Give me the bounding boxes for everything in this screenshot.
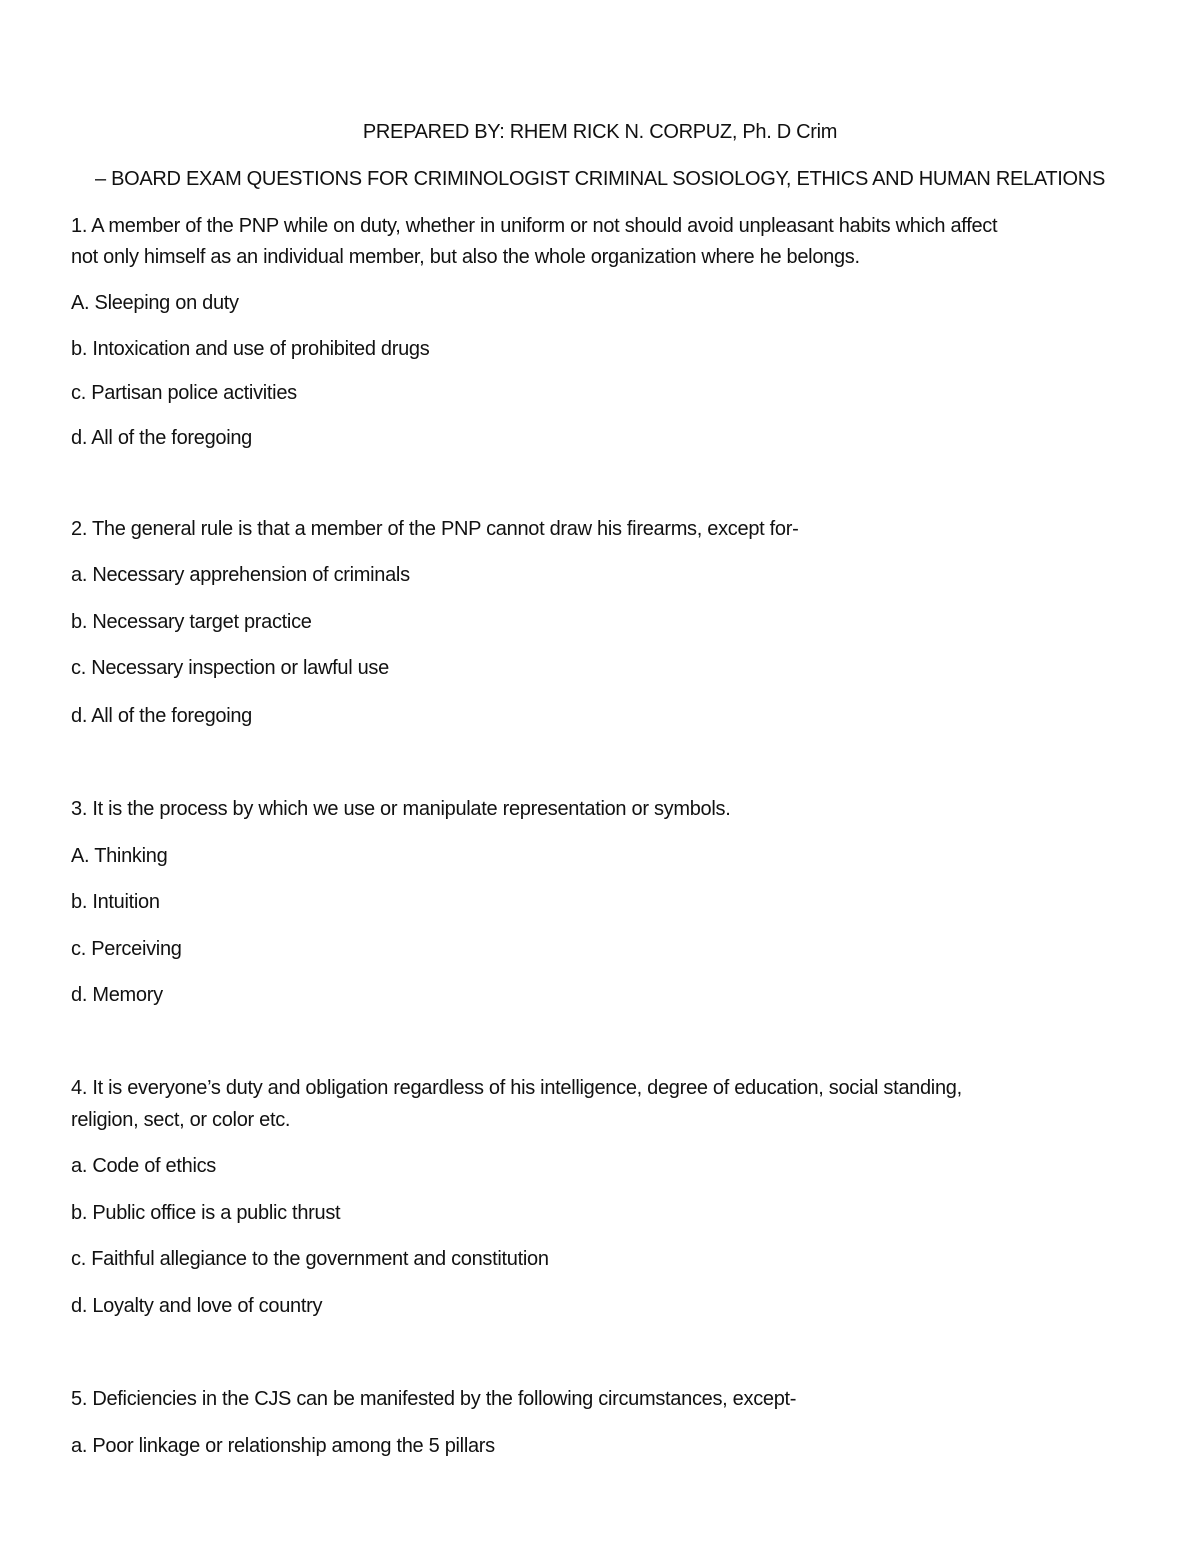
question-1-option-c: c. Partisan police activities (71, 382, 297, 404)
document-subtitle: – BOARD EXAM QUESTIONS FOR CRIMINOLOGIST CRIMINAL SOSIOLOGY, ETHICS AND HUMAN RELATIONS (94, 168, 1105, 190)
question-1-stem-line-2: not only himself as an individual member, but also the whole organization where he belongs. (71, 246, 860, 268)
question-2-stem: 2. The general rule is that a member of the PNP cannot draw his firearms, except for- (71, 518, 799, 540)
question-1-option-b: b. Intoxication and use of prohibited drugs (71, 338, 430, 360)
question-3-option-b: b. Intuition (71, 891, 160, 913)
question-2-option-d: d. All of the foregoing (71, 705, 253, 727)
question-2-option-a: a. Necessary apprehension of criminals (71, 564, 410, 586)
prepared-by-heading: PREPARED BY: RHEM RICK N. CORPUZ, Ph. D Crim (362, 121, 838, 143)
question-1-option-a: A. Sleeping on duty (71, 292, 239, 314)
question-3-option-a: A. Thinking (71, 845, 168, 867)
question-2-option-b: b. Necessary target practice (71, 611, 312, 633)
question-5-option-a: a. Poor linkage or relationship among the 5 pillars (71, 1435, 495, 1457)
question-3-stem: 3. It is the process by which we use or manipulate representation or symbols. (71, 798, 731, 820)
question-1-stem-line-1: 1. A member of the PNP while on duty, whether in uniform or not should avoid unpleasant habits which affect (71, 215, 998, 237)
question-1-option-d: d. All of the foregoing (71, 427, 253, 449)
question-2-option-c: c. Necessary inspection or lawful use (71, 657, 389, 679)
question-4-stem-line-2: religion, sect, or color etc. (71, 1109, 291, 1131)
question-4-option-d: d. Loyalty and love of country (71, 1295, 323, 1317)
question-5-stem: 5. Deficiencies in the CJS can be manifested by the following circumstances, except- (71, 1388, 797, 1410)
question-3-option-d: d. Memory (71, 984, 163, 1006)
question-4-option-c: c. Faithful allegiance to the government and constitution (71, 1248, 549, 1270)
question-4-stem-line-1: 4. It is everyone’s duty and obligation regardless of his intelligence, degree of education, social standing, (71, 1077, 962, 1099)
question-4-option-a: a. Code of ethics (71, 1155, 216, 1177)
question-4-option-b: b. Public office is a public thrust (71, 1202, 341, 1224)
question-3-option-c: c. Perceiving (71, 938, 182, 960)
